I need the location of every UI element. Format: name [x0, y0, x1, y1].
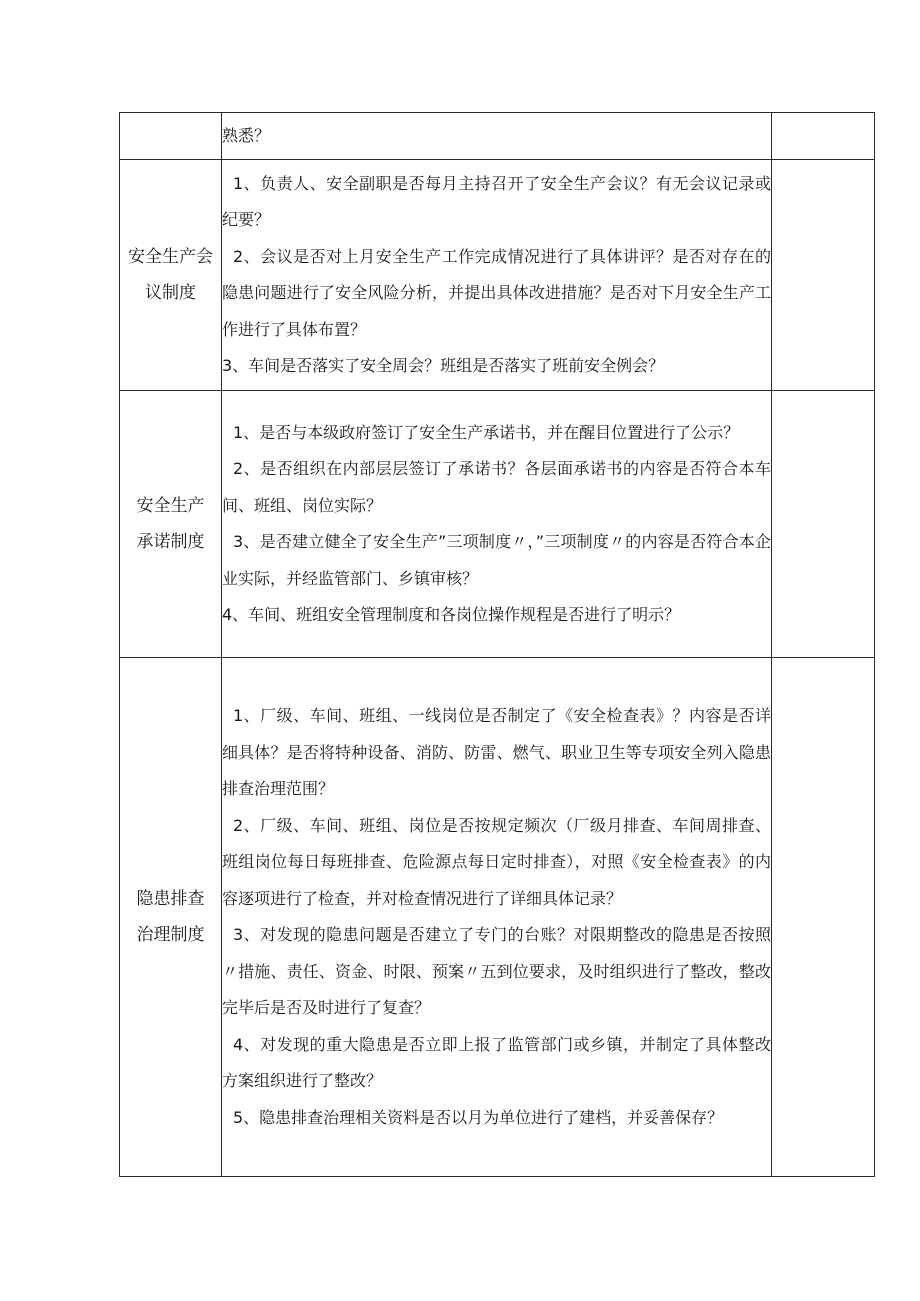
category-label-line: 安全生产会	[128, 247, 213, 267]
category-cell	[120, 113, 222, 160]
table-row	[120, 391, 875, 658]
content-item: 3、是否建立健全了安全生产”三项制度〃，”三项制度〃的内容是否符合本企业实际，并经监管部门、乡镇审核？	[222, 532, 771, 588]
remark-cell	[772, 113, 875, 160]
category-cell	[120, 658, 222, 1177]
content-cell	[222, 113, 772, 160]
content-item: 1、是否与本级政府签订了安全生产承诺书，并在醒目位置进行了公示？	[233, 422, 740, 442]
content-item: 1、厂级、车间、班组、一线岗位是否制定了《安全检查表》？内容是否详细具体？是否将特种设备、消防、防雷、燃气、职业卫生等专项安全列入隐患排查治理范围？	[222, 706, 771, 798]
content-item: 1、负责人、安全副职是否每月主持召开了安全生产会议？有无会议记录或纪要？	[222, 173, 771, 229]
inspection-table	[119, 112, 875, 1177]
category-label-line: 治理制度	[136, 925, 205, 945]
table-row	[120, 113, 875, 160]
category-label-line: 承诺制度	[136, 532, 205, 552]
category-cell	[120, 391, 222, 658]
category-label-line: 安全生产	[136, 496, 205, 516]
remark-cell	[772, 658, 875, 1177]
category-cell	[120, 160, 222, 391]
content-cell	[222, 658, 772, 1177]
content-item: 2、会议是否对上月安全生产工作完成情况进行了具体讲评？是否对存在的隐患问题进行了安全风险分析，并提出具体改进措施？是否对下月安全生产工作进行了具体布置？	[222, 246, 771, 339]
content-item: 4、车间、班组安全管理制度和各岗位操作规程是否进行了明示？	[222, 605, 681, 624]
table-row	[120, 658, 875, 1177]
content-item: 4、对发现的重大隐患是否立即上报了监管部门或乡镇，并制定了具体整改方案组织进行了整改？	[222, 1034, 771, 1090]
content-item: 3、车间是否落实了安全周会？班组是否落实了班前安全例会？	[222, 356, 665, 375]
content-item: 3、对发现的隐患问题是否建立了专门的台账？对限期整改的隐患是否按照〃措施、责任、资金、时限、预案〃五到位要求，及时组织进行了整改，整改完毕后是否及时进行了复查？	[222, 925, 771, 1017]
remark-cell	[772, 391, 875, 658]
content-item: 5、隐患排查治理相关资料是否以月为单位进行了建档，并妥善保存？	[233, 1107, 724, 1127]
category-label-line: 议制度	[145, 283, 196, 303]
table-row	[120, 160, 875, 391]
content-item: 熟悉？	[222, 125, 271, 145]
content-item: 2、是否组织在内部层层签订了承诺书？各层面承诺书的内容是否符合本车间、班组、岗位实际？	[222, 459, 771, 515]
remark-cell	[772, 160, 875, 391]
content-item: 2、厂级、车间、班组、岗位是否按规定频次（厂级月排查、车间周排查、班组岗位每日每班排查、危险源点每日定时排查），对照《安全检查表》的内容逐项进行了检查，并对检查情况进行了详细具体记录？	[222, 815, 771, 908]
content-cell	[222, 391, 772, 658]
category-label-line: 隐患排查	[136, 889, 205, 909]
content-cell	[222, 160, 772, 391]
